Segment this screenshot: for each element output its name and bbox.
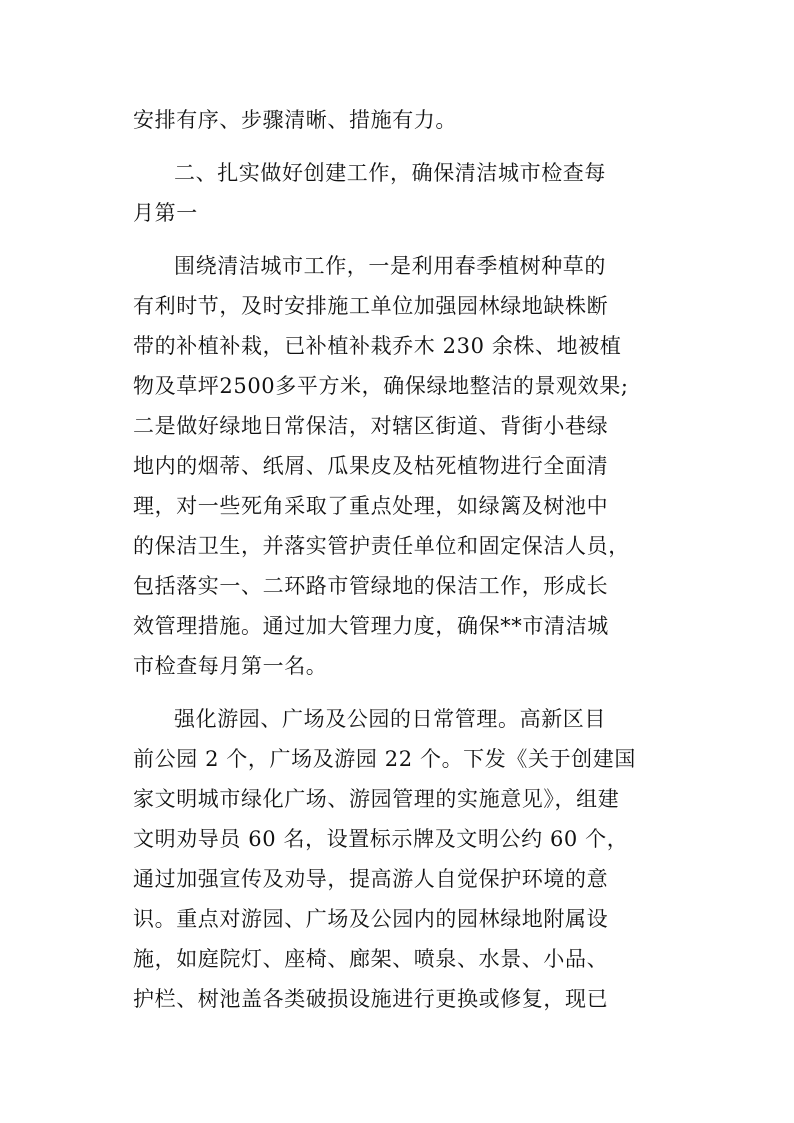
text-line: 有利时节，及时安排施工单位加强园林绿地缺株断 (133, 294, 609, 318)
text-line: 带的补植补栽，已补植补栽乔木 230 余株、地被植 (133, 334, 622, 358)
text-line: 强化游园、广场及公园的日常管理。高新区目 (174, 707, 606, 731)
text-line: 护栏、树池盖各类破损设施进行更换或修复，现已 (133, 987, 609, 1011)
text-line: 物及草坪2500多平方米，确保绿地整洁的景观效果; (133, 374, 629, 398)
paragraph-gap (133, 140, 663, 153)
text-line: 地内的烟蒂、纸屑、瓜果皮及枯死植物进行全面清 (133, 454, 609, 478)
section-heading-line: 月第一 (133, 201, 198, 225)
text-line: 理，对一些死角采取了重点处理，如绿篱及树池中 (133, 494, 609, 518)
text-line: 包括落实一、二环路市管绿地的保洁工作，形成长 (133, 574, 609, 598)
paragraph-gap (133, 233, 663, 246)
text-line: 施，如庭院灯、座椅、廊架、喷泉、水景、小品、 (133, 947, 609, 971)
paragraph-gap (133, 686, 663, 699)
text-line: 围绕清洁城市工作，一是利用春季植树种草的 (174, 254, 606, 278)
text-line: 文明劝导员 60 名，设置标示牌及文明公约 60 个， (133, 827, 629, 851)
text-line: 识。重点对游园、广场及公园内的园林绿地附属设 (133, 907, 609, 931)
text-line: 二是做好绿地日常保洁，对辖区街道、背街小巷绿 (133, 414, 609, 438)
text-line: 安排有序、步骤清晰、措施有力。 (133, 108, 457, 132)
text-line: 市检查每月第一名。 (133, 654, 328, 678)
text-line: 效管理措施。通过加大管理力度，确保**市清洁城 (133, 614, 609, 638)
document-page (133, 100, 663, 1019)
section-heading-line: 二、扎实做好创建工作，确保清洁城市检查每 (174, 161, 606, 185)
text-line: 通过加强宣传及劝导，提高游人自觉保护环境的意 (133, 867, 609, 891)
text-line: 的保洁卫生，并落实管护责任单位和固定保洁人员， (133, 534, 630, 558)
text-line: 前公园 2 个，广场及游园 22 个。下发《关于创建国 (133, 747, 636, 771)
text-line: 家文明城市绿化广场、游园管理的实施意见》，组建 (133, 787, 620, 811)
